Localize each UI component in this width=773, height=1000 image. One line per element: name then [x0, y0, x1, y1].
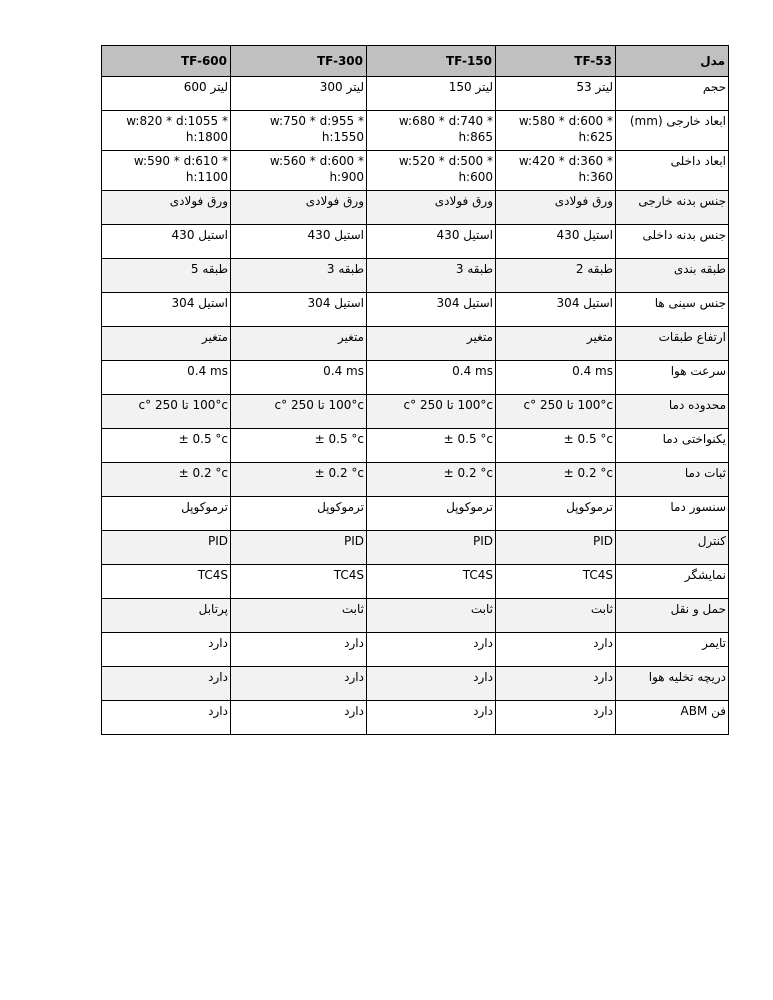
- table-cell: [367, 667, 496, 701]
- cell-value: استیل 430: [556, 228, 613, 242]
- cell-value: ترموکوپل: [317, 500, 364, 514]
- cell-value: استیل 304: [307, 296, 364, 310]
- cell-value: دارد: [473, 636, 493, 650]
- cell-value: 0.4 ms: [187, 364, 228, 378]
- table-row: [102, 463, 729, 497]
- table-row: [102, 531, 729, 565]
- table-cell: [102, 77, 231, 111]
- table-cell: [231, 191, 367, 225]
- table-cell: [231, 77, 367, 111]
- cell-value: لیتر 300: [319, 80, 364, 94]
- table-cell: [231, 259, 367, 293]
- table-cell: [496, 77, 616, 111]
- table-cell: [367, 633, 496, 667]
- cell-value: استیل 430: [436, 228, 493, 242]
- table-cell: [231, 565, 367, 599]
- table-cell: [367, 225, 496, 259]
- table-cell: [231, 225, 367, 259]
- header-tf-150: TF-150: [367, 46, 496, 77]
- table-cell: [496, 701, 616, 735]
- table-cell: [496, 531, 616, 565]
- table-row: [102, 565, 729, 599]
- cell-value: ± 0.5 °c: [563, 432, 613, 446]
- cell-value: 100°c تا 250 °c: [138, 398, 228, 412]
- cell-value: دارد: [344, 670, 364, 684]
- table-cell: [496, 111, 616, 151]
- table-cell: [102, 395, 231, 429]
- table-cell: [102, 111, 231, 151]
- table-cell: [102, 599, 231, 633]
- table-cell: [367, 151, 496, 191]
- cell-value: ورق فولادی: [554, 194, 613, 208]
- table-cell: [231, 701, 367, 735]
- table-row: [102, 191, 729, 225]
- cell-value: 100°c تا 250 °c: [274, 398, 364, 412]
- cell-value: دارد: [344, 704, 364, 718]
- table-cell: [102, 701, 231, 735]
- row-label: کنترل: [616, 531, 729, 565]
- cell-value: w:520 * d:500 * h:600: [398, 154, 493, 184]
- cell-value: طبقه 3: [455, 262, 493, 276]
- row-label: جنس سینی ها: [616, 293, 729, 327]
- table-cell: [496, 293, 616, 327]
- table-cell: [102, 463, 231, 497]
- table-cell: [496, 151, 616, 191]
- cell-value: w:560 * d:600 * h:900: [269, 154, 364, 184]
- table-cell: [231, 111, 367, 151]
- row-label: ارتفاع طبقات: [616, 327, 729, 361]
- header-tf-300: TF-300: [231, 46, 367, 77]
- table-cell: [231, 327, 367, 361]
- table-cell: [367, 463, 496, 497]
- cell-value: استیل 430: [307, 228, 364, 242]
- table-cell: [496, 633, 616, 667]
- table-cell: [496, 191, 616, 225]
- row-label: حمل و نقل: [616, 599, 729, 633]
- cell-value: 0.4 ms: [323, 364, 364, 378]
- table-cell: [231, 293, 367, 327]
- table-cell: [102, 327, 231, 361]
- table-row: [102, 77, 729, 111]
- cell-value: طبقه 5: [190, 262, 228, 276]
- table-cell: [367, 565, 496, 599]
- cell-value: لیتر 150: [448, 80, 493, 94]
- table-cell: [496, 225, 616, 259]
- table-row: [102, 497, 729, 531]
- table-cell: [496, 565, 616, 599]
- table-row: [102, 429, 729, 463]
- row-label: دریچه تخلیه هوا: [616, 667, 729, 701]
- table-cell: [496, 259, 616, 293]
- cell-value: دارد: [344, 636, 364, 650]
- cell-value: دارد: [473, 670, 493, 684]
- table-cell: [367, 77, 496, 111]
- table-cell: [102, 191, 231, 225]
- cell-value: استیل 304: [556, 296, 613, 310]
- cell-value: طبقه 3: [326, 262, 364, 276]
- cell-value: دارد: [593, 670, 613, 684]
- table-cell: [367, 361, 496, 395]
- table-cell: [367, 293, 496, 327]
- cell-value: 100°c تا 250 °c: [403, 398, 493, 412]
- row-label: جنس بدنه داخلی: [616, 225, 729, 259]
- row-label: سنسور دما: [616, 497, 729, 531]
- cell-value: ± 0.2 °c: [563, 466, 613, 480]
- cell-value: 0.4 ms: [572, 364, 613, 378]
- cell-value: TC4S: [582, 568, 613, 582]
- table-cell: [231, 497, 367, 531]
- cell-value: متغیر: [337, 330, 364, 344]
- table-body: [102, 77, 729, 735]
- table-cell: [496, 395, 616, 429]
- table-row: [102, 701, 729, 735]
- cell-value: دارد: [593, 704, 613, 718]
- table-cell: [367, 429, 496, 463]
- cell-value: TC4S: [462, 568, 493, 582]
- table-cell: [367, 599, 496, 633]
- row-label: ابعاد خارجی (mm): [616, 111, 729, 151]
- cell-value: w:750 * d:955 * h:1550: [269, 114, 364, 144]
- table-cell: [496, 429, 616, 463]
- table-row: [102, 225, 729, 259]
- cell-value: TC4S: [197, 568, 228, 582]
- cell-value: ± 0.2 °c: [178, 466, 228, 480]
- cell-value: w:590 * d:610 * h:1100: [133, 154, 228, 184]
- table-cell: [231, 633, 367, 667]
- table-cell: [496, 599, 616, 633]
- cell-value: ± 0.5 °c: [314, 432, 364, 446]
- row-label: محدوده دما: [616, 395, 729, 429]
- row-label: ثبات دما: [616, 463, 729, 497]
- cell-value: استیل 304: [171, 296, 228, 310]
- cell-value: متغیر: [201, 330, 228, 344]
- table-row: [102, 395, 729, 429]
- row-label: فن ABM: [616, 701, 729, 735]
- table-cell: [231, 361, 367, 395]
- table-row: [102, 111, 729, 151]
- cell-value: ± 0.5 °c: [178, 432, 228, 446]
- cell-value: لیتر 53: [576, 80, 613, 94]
- cell-value: w:580 * d:600 * h:625: [518, 114, 613, 144]
- table-row: [102, 293, 729, 327]
- table-row: [102, 151, 729, 191]
- cell-value: ترموکوپل: [181, 500, 228, 514]
- cell-value: ثابت: [590, 602, 613, 616]
- cell-value: دارد: [208, 636, 228, 650]
- row-label: نمایشگر: [616, 565, 729, 599]
- cell-value: 100°c تا 250 °c: [523, 398, 613, 412]
- cell-value: دارد: [208, 704, 228, 718]
- row-label: طبقه بندی: [616, 259, 729, 293]
- cell-value: PID: [592, 534, 613, 548]
- cell-value: PID: [343, 534, 364, 548]
- cell-value: ثابت: [341, 602, 364, 616]
- cell-value: ورق فولادی: [434, 194, 493, 208]
- cell-value: ورق فولادی: [305, 194, 364, 208]
- cell-value: لیتر 600: [183, 80, 228, 94]
- table-row: [102, 633, 729, 667]
- cell-value: دارد: [208, 670, 228, 684]
- cell-value: استیل 304: [436, 296, 493, 310]
- table-cell: [367, 259, 496, 293]
- table-cell: [496, 497, 616, 531]
- table-cell: [496, 667, 616, 701]
- table-row: [102, 327, 729, 361]
- table-cell: [102, 361, 231, 395]
- table-cell: [231, 531, 367, 565]
- cell-value: متغیر: [586, 330, 613, 344]
- cell-value: w:420 * d:360 * h:360: [518, 154, 613, 184]
- table-header-row: [102, 46, 729, 77]
- table-cell: [231, 667, 367, 701]
- table-cell: [102, 259, 231, 293]
- cell-value: متغیر: [466, 330, 493, 344]
- table-cell: [367, 327, 496, 361]
- cell-value: ترموکوپل: [446, 500, 493, 514]
- cell-value: TC4S: [333, 568, 364, 582]
- cell-value: دارد: [473, 704, 493, 718]
- table-cell: [102, 293, 231, 327]
- header-tf-53: TF-53: [496, 46, 616, 77]
- table-cell: [496, 327, 616, 361]
- table-cell: [102, 667, 231, 701]
- row-label: جنس بدنه خارجی: [616, 191, 729, 225]
- table-cell: [102, 151, 231, 191]
- table-cell: [231, 463, 367, 497]
- row-label: حجم: [616, 77, 729, 111]
- cell-value: PID: [207, 534, 228, 548]
- table-cell: [367, 191, 496, 225]
- cell-value: 0.4 ms: [452, 364, 493, 378]
- cell-value: استیل 430: [171, 228, 228, 242]
- cell-value: پرتابل: [198, 602, 228, 616]
- row-label: سرعت هوا: [616, 361, 729, 395]
- header-tf-600: TF-600: [102, 46, 231, 77]
- table-cell: [231, 599, 367, 633]
- spec-table: [101, 45, 729, 735]
- cell-value: PID: [472, 534, 493, 548]
- table-cell: [102, 633, 231, 667]
- cell-value: ترموکوپل: [566, 500, 613, 514]
- table-cell: [367, 701, 496, 735]
- table-cell: [231, 395, 367, 429]
- table-cell: [102, 531, 231, 565]
- table-cell: [231, 429, 367, 463]
- table-row: [102, 599, 729, 633]
- cell-value: w:680 * d:740 * h:865: [398, 114, 493, 144]
- cell-value: ± 0.5 °c: [443, 432, 493, 446]
- table-cell: [102, 225, 231, 259]
- table-cell: [231, 151, 367, 191]
- table-row: [102, 361, 729, 395]
- cell-value: طبقه 2: [575, 262, 613, 276]
- table-cell: [102, 565, 231, 599]
- row-label: یکنواختی دما: [616, 429, 729, 463]
- table-cell: [367, 395, 496, 429]
- header-model: مدل: [616, 46, 729, 77]
- cell-value: ± 0.2 °c: [314, 466, 364, 480]
- row-label: ابعاد داخلی: [616, 151, 729, 191]
- cell-value: ورق فولادی: [169, 194, 228, 208]
- cell-value: دارد: [593, 636, 613, 650]
- table-row: [102, 259, 729, 293]
- cell-value: ثابت: [470, 602, 493, 616]
- table-cell: [367, 111, 496, 151]
- cell-value: ± 0.2 °c: [443, 466, 493, 480]
- table-cell: [102, 429, 231, 463]
- table-row: [102, 667, 729, 701]
- row-label: تایمر: [616, 633, 729, 667]
- table-cell: [367, 497, 496, 531]
- table-cell: [496, 361, 616, 395]
- cell-value: w:820 * d:1055 * h:1800: [126, 114, 228, 144]
- table-cell: [367, 531, 496, 565]
- table-cell: [496, 463, 616, 497]
- table-cell: [102, 497, 231, 531]
